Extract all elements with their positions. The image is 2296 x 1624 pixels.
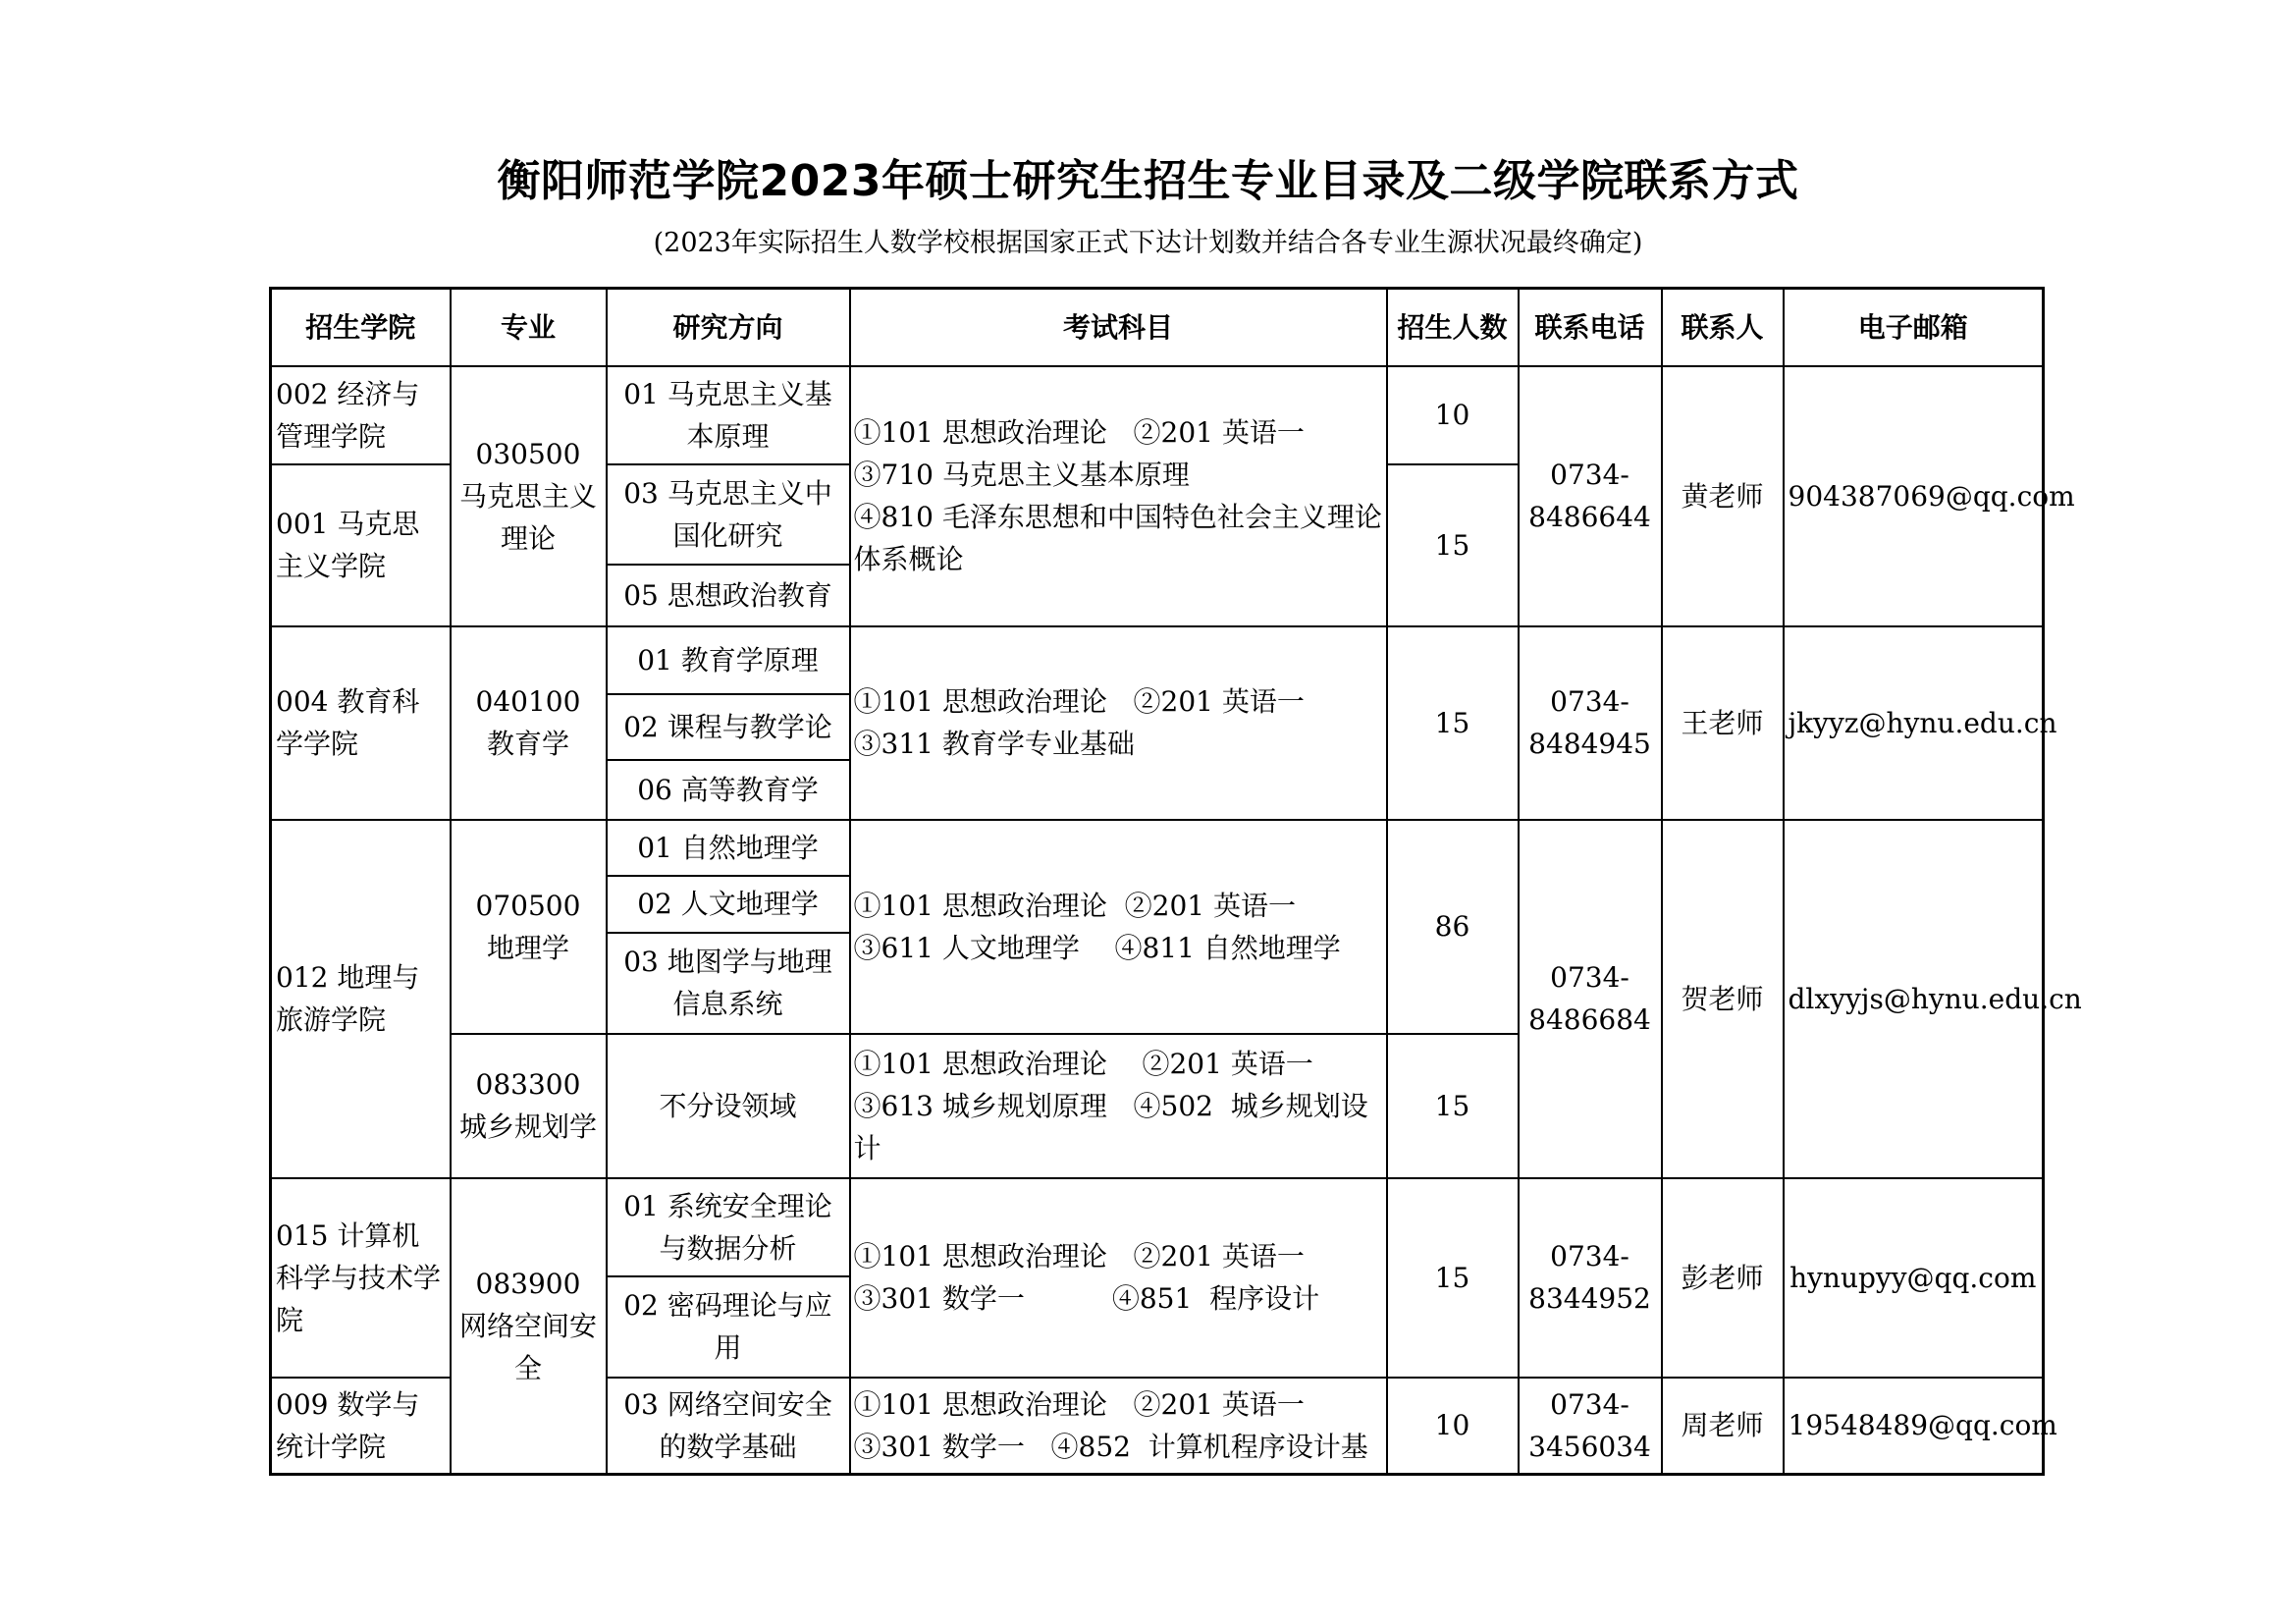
table-row — [271, 626, 2044, 694]
header-direction: 研究方向 — [607, 289, 850, 366]
contact-cell: 彭老师 — [1662, 1178, 1784, 1378]
contact-cell: 贺老师 — [1662, 820, 1784, 1178]
page-title: 衡阳师范学院2023年硕士研究生招生专业目录及二级学院联系方式 — [497, 156, 1799, 206]
college-cell: 012 地理与旅游学院 — [271, 820, 451, 1178]
exam-cell: ①101 思想政治理论 ②201 英语一 ③613 城乡规划原理 ④502 城乡规划设计 — [850, 1034, 1387, 1178]
phone-cell: 0734-8484945 — [1519, 626, 1662, 820]
contact-cell: 王老师 — [1662, 626, 1784, 820]
count-cell: 10 — [1387, 1378, 1519, 1475]
major-cell: 083900 网络空间安全 — [451, 1178, 607, 1475]
count-cell: 10 — [1387, 366, 1519, 464]
page-subtitle: (2023年实际招生人数学校根据国家正式下达计划数并结合各专业生源状况最终确定) — [653, 228, 1643, 258]
major-cell: 083300 城乡规划学 — [451, 1034, 607, 1178]
header-major: 专业 — [451, 289, 607, 366]
direction-cell: 05 思想政治教育 — [607, 565, 850, 626]
exam-cell: ①101 思想政治理论 ②201 英语一 ③710 马克思主义基本原理 ④810 毛泽东思想和中国特色社会主义理论体系概论 — [850, 366, 1387, 626]
count-cell: 86 — [1387, 820, 1519, 1034]
header-contact: 联系人 — [1662, 289, 1784, 366]
direction-cell: 不分设领域 — [607, 1034, 850, 1178]
phone-cell: 0734-8486684 — [1519, 820, 1662, 1178]
major-cell: 030500 马克思主义理论 — [451, 366, 607, 626]
table-row — [271, 366, 2044, 415]
direction-cell: 01 系统安全理论与数据分析 — [607, 1178, 850, 1276]
exam-cell: ①101 思想政治理论 ②201 英语一 ③301 数学一 ④852 计算机程序设计基 — [850, 1378, 1387, 1475]
phone-cell: 0734-8344952 — [1519, 1178, 1662, 1378]
exam-cell: ①101 思想政治理论 ②201 英语一 ③301 数学一 ④851 程序设计 — [850, 1178, 1387, 1378]
direction-cell: 02 密码理论与应用 — [607, 1276, 850, 1378]
enrollment-table — [269, 287, 2082, 1476]
header-exam: 考试科目 — [850, 289, 1387, 366]
contact-cell: 周老师 — [1662, 1378, 1784, 1475]
college-cell: 004 教育科学学院 — [271, 626, 451, 820]
email-cell: 904387069@qq.com — [1784, 366, 2044, 626]
major-cell: 070500 地理学 — [451, 820, 607, 1034]
contact-cell: 黄老师 — [1662, 366, 1784, 626]
college-cell: 009 数学与统计学院 — [271, 1378, 451, 1475]
phone-cell: 0734-3456034 — [1519, 1378, 1662, 1475]
email-cell: jkyyz@hynu.edu.cn — [1784, 626, 2044, 820]
table-row — [271, 1178, 2044, 1276]
email-cell: hynupyy@qq.com — [1784, 1178, 2044, 1378]
count-cell: 15 — [1387, 1034, 1519, 1178]
direction-cell: 06 高等教育学 — [607, 760, 850, 820]
count-cell: 15 — [1387, 1178, 1519, 1378]
college-cell: 001 马克思主义学院 — [271, 464, 451, 626]
header-college: 招生学院 — [271, 289, 451, 366]
direction-cell: 01 教育学原理 — [607, 626, 850, 694]
table-row — [271, 820, 2044, 876]
count-cell: 15 — [1387, 626, 1519, 820]
direction-cell: 03 网络空间安全的数学基础 — [607, 1378, 850, 1475]
table-header-row — [271, 289, 2044, 366]
exam-cell: ①101 思想政治理论 ②201 英语一 ③311 教育学专业基础 — [850, 626, 1387, 820]
college-cell: 002 经济与管理学院 — [271, 366, 451, 464]
major-cell: 040100 教育学 — [451, 626, 607, 820]
direction-cell: 03 马克思主义中国化研究 — [607, 464, 850, 565]
direction-cell: 01 自然地理学 — [607, 820, 850, 876]
direction-cell: 02 课程与教学论 — [607, 694, 850, 760]
direction-cell: 01 马克思主义基本原理 — [607, 366, 850, 464]
header-email: 电子邮箱 — [1784, 289, 2044, 366]
direction-cell: 03 地图学与地理信息系统 — [607, 933, 850, 1034]
header-phone: 联系电话 — [1519, 289, 1662, 366]
header-count: 招生人数 — [1387, 289, 1519, 366]
college-cell: 015 计算机科学与技术学院 — [271, 1178, 451, 1378]
email-cell: dlxyyjs@hynu.edu.cn — [1784, 820, 2044, 1178]
exam-cell: ①101 思想政治理论 ②201 英语一 ③611 人文地理学 ④811 自然地理学 — [850, 820, 1387, 1034]
count-cell: 15 — [1387, 464, 1519, 626]
phone-cell: 0734-8486644 — [1519, 366, 1662, 626]
email-cell: 19548489@qq.com — [1784, 1378, 2044, 1475]
direction-cell: 02 人文地理学 — [607, 876, 850, 933]
